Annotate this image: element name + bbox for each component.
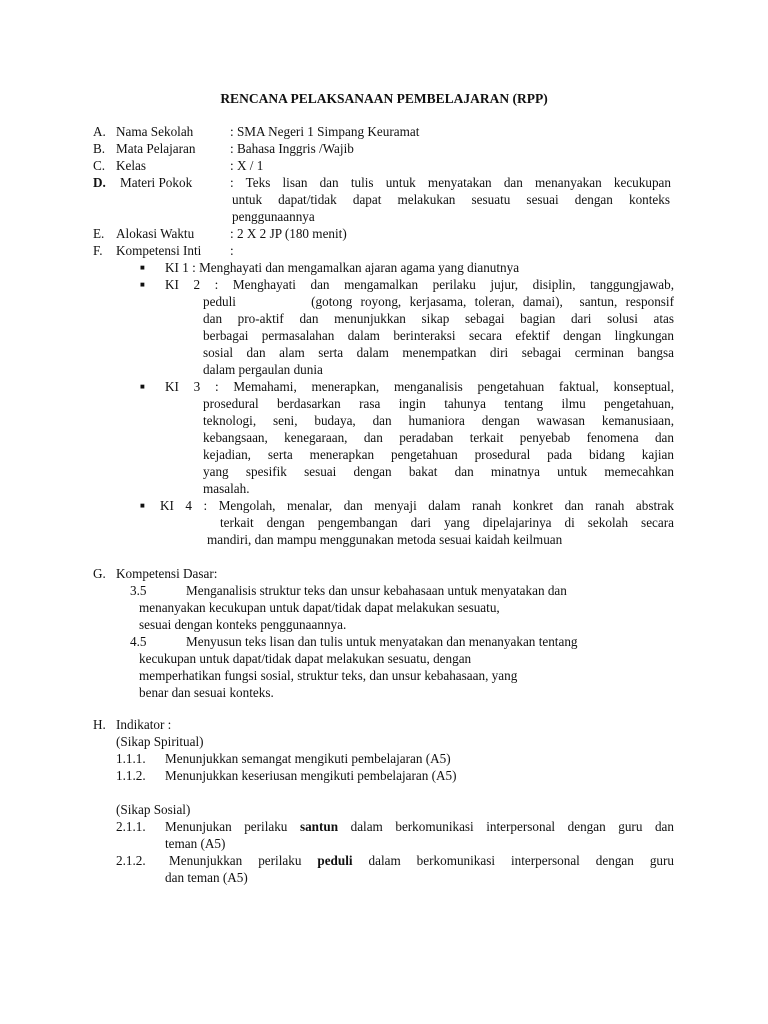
indicator-number-2-1-1: 2.1.1. — [116, 819, 146, 834]
ki4-line-1: KI 4 : Mengolah, menalar, dan menyaji dalam ranah konkret dan ranah abstrak — [160, 498, 674, 513]
bullet-icon: ■ — [140, 501, 145, 510]
value-kelas: : X / 1 — [230, 158, 264, 173]
kd-number-4-5: 4.5 — [130, 634, 147, 649]
value-materi-pokok-line-2: untuk dapat/tidak dapat melakukan sesuatu sesuai dengan konteks — [232, 192, 670, 207]
ki3-line-1: KI 3 : Memahami, menerapkan, menganalisis pengetahuan faktual, konseptual, — [165, 379, 674, 394]
ki3-line-7: masalah. — [203, 481, 250, 496]
ki3-line-2: prosedural berdasarkan rasa ingin tahunya tentang ilmu pengetahuan, — [203, 396, 674, 411]
ki2-line-4: berbagai permasalahan dalam berinteraksi secara efektif dengan lingkungan — [203, 328, 674, 343]
indicator-1-1-1-text: Menunjukkan semangat mengikuti pembelajaran (A5) — [165, 751, 451, 766]
kd-3-5-line-2: menanyakan kecukupan untuk dapat/tidak dapat melakukan sesuatu, — [139, 600, 500, 615]
item-letter-h: H. — [93, 717, 106, 732]
ki3-line-3: teknologi, seni, budaya, dan humaniora dengan wawasan kemanusiaan, — [203, 413, 674, 428]
kd-number-3-5: 3.5 — [130, 583, 147, 598]
indicator-2-1-1-line-1 — [165, 818, 674, 835]
indicator-1-1-2-text: Menunjukkan keseriusan mengikuti pembelajaran (A5) — [165, 768, 457, 783]
indicator-number-1-1-2: 1.1.2. — [116, 768, 146, 783]
indicator-2-1-2-keyword: peduli — [317, 853, 353, 868]
ki2-line-2: peduli (gotong royong, kerjasama, toleran, damai), santun, responsif — [203, 294, 674, 309]
heading-indikator: Indikator : — [116, 717, 172, 732]
ki2-line-5: sosial dan alam serta dalam menempatkan diri sebagai cerminan bangsa — [203, 345, 674, 360]
indicator-2-1-2-line-2: dan teman (A5) — [165, 870, 248, 885]
ki2-line-6: dalam pergaulan dunia — [203, 362, 323, 377]
bullet-icon: ■ — [140, 263, 145, 272]
indicator-2-1-1-pre: Menunjukan perilaku — [165, 819, 300, 834]
indicator-2-1-2-post: dalam berkomunikasi interpersonal dengan guru — [352, 853, 674, 868]
kd-4-5-line-4: benar dan sesuai konteks. — [139, 685, 274, 700]
item-letter-a: A. — [93, 124, 106, 139]
item-letter-c: C. — [93, 158, 106, 173]
kd-3-5-line-3: sesuai dengan konteks penggunaannya. — [139, 617, 347, 632]
indicator-2-1-2-pre: Menunjukkan perilaku — [169, 853, 318, 868]
indicator-2-1-1-line-2: teman (A5) — [165, 836, 226, 851]
indicator-number-1-1-1: 1.1.1. — [116, 751, 146, 766]
kd-4-5-line-3: memperhatikan fungsi sosial, struktur teks, dan unsur kebahasaan, yang — [139, 668, 518, 683]
heading-kompetensi-dasar: Kompetensi Dasar: — [116, 566, 218, 581]
indicator-2-1-2-line-1 — [169, 852, 674, 869]
value-mata-pelajaran: : Bahasa Inggris /Wajib — [230, 141, 354, 156]
kd-4-5-line-1: Menyusun teks lisan dan tulis untuk menyatakan dan menanyakan tentang — [186, 634, 578, 649]
ki4-line-3: mandiri, dan mampu menggunakan metoda sesuai kaidah keilmuan — [207, 532, 563, 547]
item-letter-d: D. — [93, 175, 106, 190]
ki3-line-6: yang spesifik sesuai dengan bakat dan minatnya untuk memecahkan — [203, 464, 674, 479]
ki2-line-1: KI 2 : Menghayati dan mengamalkan perilaku jujur, disiplin, tanggungjawab, — [165, 277, 674, 292]
page-title: RENCANA PELAKSANAAN PEMBELAJARAN (RPP) — [220, 91, 548, 106]
label-kompetensi-inti: Kompetensi Inti — [116, 243, 202, 258]
kd-3-5-line-1: Menganalisis struktur teks dan unsur kebahasaan untuk menyatakan dan — [186, 583, 567, 598]
item-letter-b: B. — [93, 141, 106, 156]
value-kompetensi-inti: : — [230, 243, 234, 258]
ki1-line-1: KI 1 : Menghayati dan mengamalkan ajaran agama yang dianutnya — [165, 260, 520, 275]
ki4-line-2: terkait dengan pengembangan dari yang dipelajarinya di sekolah secara — [220, 515, 674, 530]
value-alokasi-waktu: : 2 X 2 JP (180 menit) — [230, 226, 347, 241]
ki2-line-3: dan pro-aktif dan menunjukkan sikap sebagai bagian dari solusi atas — [203, 311, 674, 326]
item-letter-e: E. — [93, 226, 105, 241]
item-letter-g: G. — [93, 566, 106, 581]
value-materi-pokok-line-1: : Teks lisan dan tulis untuk menyatakan dan menanyakan kecukupan — [230, 175, 671, 190]
indicator-number-2-1-2: 2.1.2. — [116, 853, 146, 868]
indicator-2-1-1-post: dalam berkomunikasi interpersonal dengan guru dan — [338, 819, 674, 834]
bullet-icon: ■ — [140, 382, 145, 391]
ki3-line-4: kebangsaan, kenegaraan, dan peradaban terkait penyebab fenomena dan — [203, 430, 674, 445]
label-alokasi-waktu: Alokasi Waktu — [116, 226, 195, 241]
label-sikap-sosial: (Sikap Sosial) — [116, 802, 191, 817]
label-kelas: Kelas — [116, 158, 147, 173]
label-mata-pelajaran: Mata Pelajaran — [116, 141, 196, 156]
indicator-2-1-1-keyword: santun — [299, 819, 339, 834]
value-materi-pokok-line-3: penggunaannya — [232, 209, 315, 224]
kd-4-5-line-2: kecukupan untuk dapat/tidak dapat melakukan sesuatu, dengan — [139, 651, 472, 666]
label-nama-sekolah: Nama Sekolah — [116, 124, 194, 139]
value-nama-sekolah: : SMA Negeri 1 Simpang Keuramat — [230, 124, 420, 139]
label-sikap-spiritual: (Sikap Spiritual) — [116, 734, 204, 749]
bullet-icon: ■ — [140, 280, 145, 289]
item-letter-f: F. — [93, 243, 103, 258]
label-materi-pokok: Materi Pokok — [120, 175, 193, 190]
ki3-line-5: kejadian, serta menerapkan pengetahuan prosedural pada bidang kajian — [203, 447, 674, 462]
